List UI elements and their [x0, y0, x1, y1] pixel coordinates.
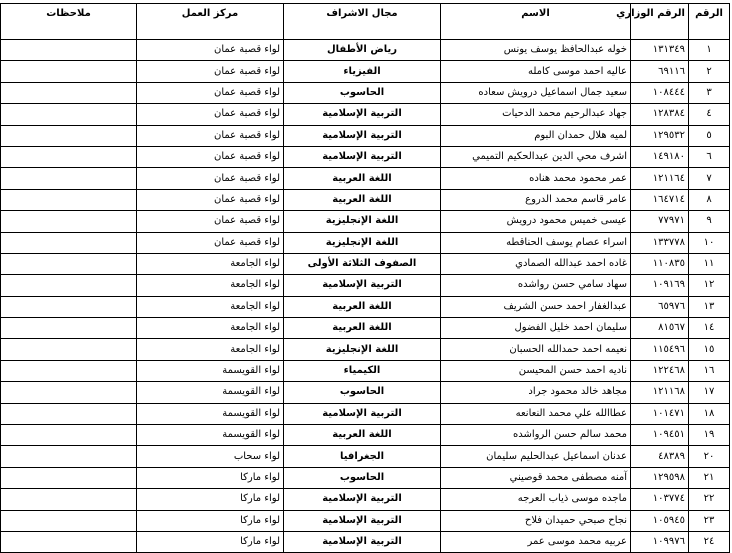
- ministry-number: ١٢١١٦٤: [631, 168, 689, 189]
- table-row: [1, 82, 730, 103]
- row-number: ١٤: [689, 318, 730, 339]
- work-center: لواء ماركا: [137, 510, 284, 531]
- supervision-field: الكيمياء: [284, 360, 441, 381]
- employee-name: عربيه محمد موسى عمر: [441, 531, 631, 552]
- table-row: [1, 446, 730, 467]
- employee-name: سهاد سامي حسن رواشده: [441, 275, 631, 296]
- supervision-field: رياض الأطفال: [284, 40, 441, 61]
- header-supervision-field: مجال الاشراف: [284, 4, 441, 40]
- row-number: ١: [689, 40, 730, 61]
- table-row: [1, 339, 730, 360]
- header-notes: ملاحظات: [1, 4, 137, 40]
- work-center: لواء قصبة عمان: [137, 40, 284, 61]
- notes-cell: [1, 296, 137, 317]
- row-number: ٧: [689, 168, 730, 189]
- ministry-number: ٤٨٣٨٩: [631, 446, 689, 467]
- table-row: [1, 253, 730, 274]
- supervision-field: الصفوف الثلاثة الأولى: [284, 253, 441, 274]
- supervision-field: الحاسوب: [284, 82, 441, 103]
- notes-cell: [1, 489, 137, 510]
- supervision-field: التربية الإسلامية: [284, 104, 441, 125]
- supervision-field: الجغرافيا: [284, 446, 441, 467]
- ministry-number: ٦٥٩٧٦: [631, 296, 689, 317]
- ministry-number: ١٣١٣٤٩: [631, 40, 689, 61]
- employee-name: غاده احمد عبدالله الصمادي: [441, 253, 631, 274]
- row-number: ٢٤: [689, 531, 730, 552]
- employee-name: لميه هلال حمدان البوم: [441, 125, 631, 146]
- work-center: لواء قصبة عمان: [137, 82, 284, 103]
- row-number: ٢١: [689, 467, 730, 488]
- employee-name: محمد سالم حسن الرواشده: [441, 425, 631, 446]
- work-center: لواء القويسمة: [137, 425, 284, 446]
- ministry-number: ١٠٩١٦٩: [631, 275, 689, 296]
- ministry-number: ١٢١١٦٨: [631, 382, 689, 403]
- notes-cell: [1, 189, 137, 210]
- row-number: ١٥: [689, 339, 730, 360]
- notes-cell: [1, 446, 137, 467]
- header-work-center: مركز العمل: [137, 4, 284, 40]
- work-center: لواء قصبة عمان: [137, 125, 284, 146]
- table-row: [1, 296, 730, 317]
- employee-name: نعيمه احمد حمدالله الحسبان: [441, 339, 631, 360]
- work-center: لواء قصبة عمان: [137, 232, 284, 253]
- employee-name: عدنان اسماعيل عبدالحليم سليمان: [441, 446, 631, 467]
- employee-name: عطاالله علي محمد النعانعه: [441, 403, 631, 424]
- row-number: ١٣: [689, 296, 730, 317]
- notes-cell: [1, 531, 137, 552]
- employee-name: مجاهد خالد محمود جراد: [441, 382, 631, 403]
- ministry-number: ١٢٢٤٦٨: [631, 360, 689, 381]
- table-row: [1, 211, 730, 232]
- supervision-field: اللغة العربية: [284, 425, 441, 446]
- notes-cell: [1, 125, 137, 146]
- employee-name: سليمان احمد خليل الفضول: [441, 318, 631, 339]
- supervision-field: اللغة العربية: [284, 189, 441, 210]
- employee-name: جهاد عبدالرحيم محمد الدحيات: [441, 104, 631, 125]
- table-row: [1, 360, 730, 381]
- table-row: [1, 125, 730, 146]
- notes-cell: [1, 339, 137, 360]
- table-row: [1, 61, 730, 82]
- supervision-field: اللغة الإنجليزية: [284, 211, 441, 232]
- work-center: لواء ماركا: [137, 489, 284, 510]
- table-row: [1, 382, 730, 403]
- table-row: [1, 531, 730, 552]
- employee-name: اسراء عصام يوسف الحناقطه: [441, 232, 631, 253]
- row-number: ١١: [689, 253, 730, 274]
- row-number: ١٠: [689, 232, 730, 253]
- table-row: [1, 40, 730, 61]
- work-center: لواء قصبة عمان: [137, 61, 284, 82]
- employee-name: سعيد جمال اسماعيل درويش سعاده: [441, 82, 631, 103]
- work-center: لواء القويسمة: [137, 382, 284, 403]
- ministry-number: ١٢٩٥٣٢: [631, 125, 689, 146]
- work-center: لواء قصبة عمان: [137, 211, 284, 232]
- ministry-number: ١١٥٤٩٦: [631, 339, 689, 360]
- ministry-number: ١٠٥٩٤٥: [631, 510, 689, 531]
- ministry-number: ١٠٣٧٧٤: [631, 489, 689, 510]
- work-center: لواء القويسمة: [137, 360, 284, 381]
- row-number: ٩: [689, 211, 730, 232]
- notes-cell: [1, 275, 137, 296]
- table-row: [1, 489, 730, 510]
- ministry-number: ١١٠٨٣٥: [631, 253, 689, 274]
- row-number: ٦: [689, 146, 730, 167]
- supervision-field: الحاسوب: [284, 467, 441, 488]
- notes-cell: [1, 211, 137, 232]
- notes-cell: [1, 168, 137, 189]
- supervision-field: التربية الإسلامية: [284, 531, 441, 552]
- employee-name: عاليه احمد موسى كامله: [441, 61, 631, 82]
- work-center: لواء ماركا: [137, 467, 284, 488]
- ministry-number: ١٠٩٩٧٦: [631, 531, 689, 552]
- table-header-row: [1, 4, 730, 40]
- supervision-field: التربية الإسلامية: [284, 275, 441, 296]
- supervision-field: التربية الإسلامية: [284, 125, 441, 146]
- table-body: [1, 40, 730, 553]
- table-row: [1, 425, 730, 446]
- supervision-field: التربية الإسلامية: [284, 146, 441, 167]
- row-number: ٢: [689, 61, 730, 82]
- row-number: ١٧: [689, 382, 730, 403]
- employee-name: اشرف محي الدين عبدالحكيم التميمي: [441, 146, 631, 167]
- table-row: [1, 318, 730, 339]
- notes-cell: [1, 467, 137, 488]
- supervision-field: الفيزياء: [284, 61, 441, 82]
- ministry-number: ١٠٨٤٤٤: [631, 82, 689, 103]
- table-row: [1, 168, 730, 189]
- notes-cell: [1, 61, 137, 82]
- employee-name: عبدالغفار احمد حسن الشريف: [441, 296, 631, 317]
- notes-cell: [1, 146, 137, 167]
- ministry-number: ١٣٣٧٧٨: [631, 232, 689, 253]
- row-number: ١٩: [689, 425, 730, 446]
- row-number: ٥: [689, 125, 730, 146]
- employee-name: عمر محمود محمد هناده: [441, 168, 631, 189]
- supervision-field: اللغة العربية: [284, 168, 441, 189]
- supervision-field: التربية الإسلامية: [284, 489, 441, 510]
- table-row: [1, 510, 730, 531]
- supervision-field: اللغة العربية: [284, 296, 441, 317]
- supervision-field: اللغة الإنجليزية: [284, 339, 441, 360]
- table-row: [1, 146, 730, 167]
- row-number: ٨: [689, 189, 730, 210]
- table-row: [1, 275, 730, 296]
- row-number: ١٢: [689, 275, 730, 296]
- supervision-field: اللغة الإنجليزية: [284, 232, 441, 253]
- ministry-number: ١٠١٤٧١: [631, 403, 689, 424]
- table-row: [1, 403, 730, 424]
- row-number: ٣: [689, 82, 730, 103]
- notes-cell: [1, 253, 137, 274]
- row-number: ١٦: [689, 360, 730, 381]
- table-row: [1, 104, 730, 125]
- notes-cell: [1, 318, 137, 339]
- employee-name: ناديه احمد حسن المحيسن: [441, 360, 631, 381]
- header-ministry-number: الرقم الوزاري: [631, 4, 689, 40]
- work-center: لواء سحاب: [137, 446, 284, 467]
- header-name: الاسم: [441, 4, 631, 40]
- work-center: لواء القويسمة: [137, 403, 284, 424]
- ministry-number: ١٤٩١٨٠: [631, 146, 689, 167]
- employee-name: عامر قاسم محمد الدروع: [441, 189, 631, 210]
- row-number: ٢٣: [689, 510, 730, 531]
- notes-cell: [1, 40, 137, 61]
- ministry-number: ١٠٩٤٥١: [631, 425, 689, 446]
- work-center: لواء الجامعة: [137, 296, 284, 317]
- work-center: لواء الجامعة: [137, 318, 284, 339]
- employee-name: عيسى خميس محمود درويش: [441, 211, 631, 232]
- notes-cell: [1, 425, 137, 446]
- table-row: [1, 467, 730, 488]
- work-center: لواء الجامعة: [137, 253, 284, 274]
- row-number: ٤: [689, 104, 730, 125]
- work-center: لواء قصبة عمان: [137, 189, 284, 210]
- ministry-number: ٨١٥٦٧: [631, 318, 689, 339]
- ministry-number: ١٦٤٧١٤: [631, 189, 689, 210]
- supervision-field: اللغة العربية: [284, 318, 441, 339]
- row-number: ١٨: [689, 403, 730, 424]
- supervision-field: التربية الإسلامية: [284, 403, 441, 424]
- work-center: لواء الجامعة: [137, 339, 284, 360]
- work-center: لواء قصبة عمان: [137, 104, 284, 125]
- ministry-number: ١٢٩٥٩٨: [631, 467, 689, 488]
- ministry-number: ١٢٨٣٨٤: [631, 104, 689, 125]
- work-center: لواء ماركا: [137, 531, 284, 552]
- supervision-field: الحاسوب: [284, 382, 441, 403]
- notes-cell: [1, 104, 137, 125]
- supervision-field: التربية الإسلامية: [284, 510, 441, 531]
- header-number: الرقم: [689, 4, 730, 40]
- ministry-number: ٧٧٩٧١: [631, 211, 689, 232]
- work-center: لواء الجامعة: [137, 275, 284, 296]
- ministry-number: ٦٩١١٦: [631, 61, 689, 82]
- work-center: لواء قصبة عمان: [137, 168, 284, 189]
- employee-name: ماجده موسى ذياب العرجه: [441, 489, 631, 510]
- notes-cell: [1, 232, 137, 253]
- employee-name: نجاح صبحي حميدان فلاح: [441, 510, 631, 531]
- row-number: ٢٢: [689, 489, 730, 510]
- notes-cell: [1, 403, 137, 424]
- notes-cell: [1, 510, 137, 531]
- notes-cell: [1, 382, 137, 403]
- table-row: [1, 189, 730, 210]
- work-center: لواء قصبة عمان: [137, 146, 284, 167]
- employee-name: آمنه مصطفى محمد قوصيني: [441, 467, 631, 488]
- employee-name: خوله عبدالحافظ يوسف يونس: [441, 40, 631, 61]
- row-number: ٢٠: [689, 446, 730, 467]
- notes-cell: [1, 360, 137, 381]
- notes-cell: [1, 82, 137, 103]
- table-row: [1, 232, 730, 253]
- supervisors-table: [0, 3, 730, 553]
